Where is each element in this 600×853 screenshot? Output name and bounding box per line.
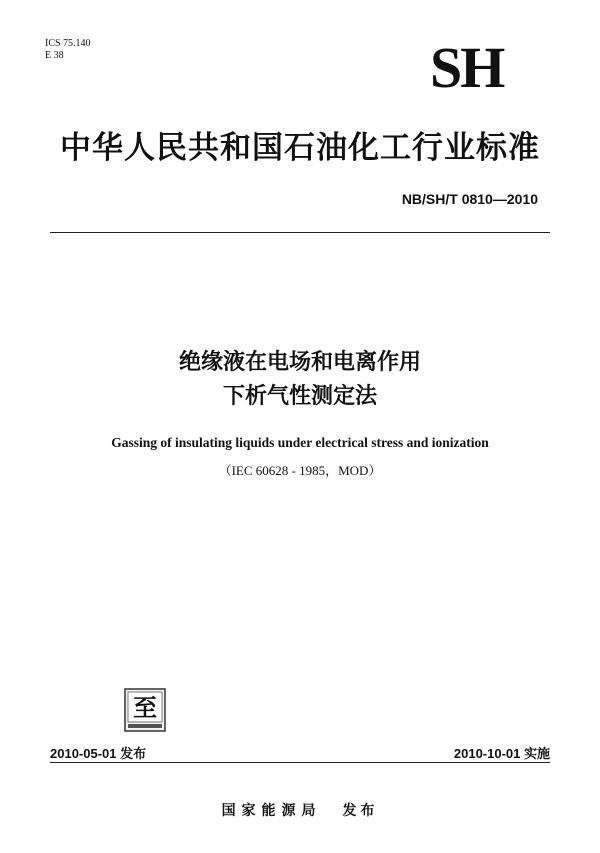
svg-text:至: 至 bbox=[133, 694, 157, 722]
ics-code: ICS 75.140 bbox=[45, 38, 91, 49]
footer-divider bbox=[50, 762, 550, 763]
implementation-date: 2010-10-01 实施 bbox=[453, 746, 550, 761]
industry-standard-title: 中华人民共和国石油化工行业标准 bbox=[60, 130, 540, 166]
classification-codes bbox=[45, 38, 91, 62]
issuer bbox=[0, 800, 600, 820]
publisher-stamp-icon bbox=[124, 688, 166, 732]
issuer-name: 国家能源局 bbox=[221, 803, 322, 819]
sh-logo: SH bbox=[430, 35, 504, 100]
issue-date: 2010-05-01 发布 bbox=[50, 746, 147, 761]
class-code: E 38 bbox=[45, 50, 64, 61]
iec-equivalence: （IEC 60628 - 1985，MOD） bbox=[218, 463, 382, 478]
header-divider bbox=[50, 232, 550, 233]
chinese-title-line-1: 绝缘液在电场和电离作用 bbox=[178, 350, 421, 375]
issuer-action: 发布 bbox=[342, 803, 379, 819]
standard-number: NB/SH/T 0810—2010 bbox=[401, 191, 538, 207]
english-title: Gassing of insulating liquids under electrical stress and ionization bbox=[111, 435, 489, 450]
chinese-title-line-2: 下析气性测定法 bbox=[222, 384, 377, 409]
